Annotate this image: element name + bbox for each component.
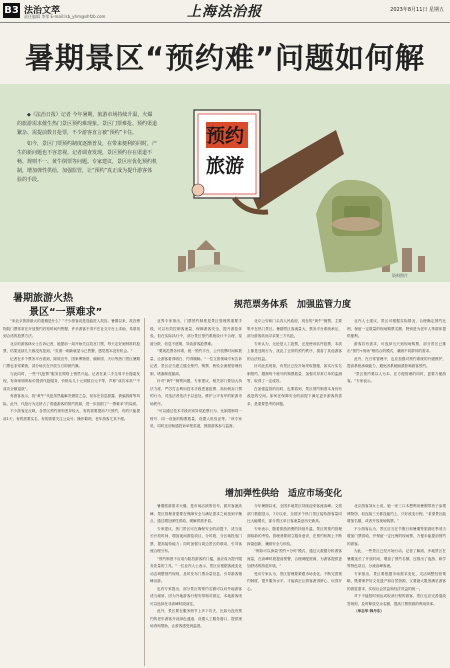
byline: （单志华 韩丹东）: [354, 609, 385, 613]
paragraph: “来北京旅游最大的遗憾是什么？”不少游客说是没能进入故宫。暑期以来，故宫博物院门票常常在开放预约后短时间内售罄，许多游客不得不在社交平台上求助，希望找到合适的抢票方法。: [3, 319, 140, 338]
article-column-7: [347, 503, 446, 666]
paragraph: 暑期旅游需求火爆，是市场活跃的信号。面对客流高峰，景区管理者需要在保障安全与满足需求之间找到平衡点，通过增加弹性供给，缓解供需矛盾。: [150, 504, 242, 523]
editors-line: 责任编辑 李荣 E-mail:lsb_yhm@shfzb.com: [24, 14, 106, 19]
paragraph: 与此同时，一些“代抢票”服务在网络上悄然兴起。记者在某二手交易平台搜索发现，有商家明码标价提供代抢服务，价格从几十元到数百元不等，声称“成功率高”“不成功全额退款”。: [3, 371, 140, 391]
paragraph: 针对此类现象，有景区已经开始采取措施，如实行实名制预约、限制每个账号的购票数量、加强对异常订单的监测等，取得了一定成效。: [247, 364, 342, 383]
paragraph: 受访专家认为，景区管理要紧跟市场变化，不断完善预约制度，提升服务水平，才能真正让游客游得舒心、玩得开心。: [247, 571, 342, 591]
subhead-part2: 规范票务体系 加强监管力度: [234, 300, 352, 310]
illustration: [176, 102, 442, 278]
sign-text-line2: 旅游: [206, 155, 245, 177]
paragraph: 专家指出，景区要根据市场需求变化，灵活调整经营策略，既要保护好文化遗产和自然资源，又要最大限度满足游客的游览需求，实现社会效益和经济效益的统一。: [347, 571, 446, 591]
issue-date: 2023年8月11日 星期五: [390, 7, 444, 13]
paragraph: 北京的游客林女士告诉记者，她提前一周开始关注故宫门票，每天定好闹钟准时抢票，结果连续几天都没有抢到。“页面一刷新就显示已售罄，感觉根本没有机会。”: [3, 341, 140, 353]
paragraph: 不少游客还反映，各景区预约规则差异较大，有的需要提前7天预约，有的只能提前1天；有的需要实名，有的需要关注公众号；操作繁琐，老年游客尤其不便。: [3, 409, 140, 421]
paragraph: 业内人士建议，景区可根据实际情况，合理确定预约比例，保留一定数量的现场购票名额，特别是为老年人等群体提供便利。: [347, 319, 446, 338]
paragraph: 在加强监管的同时，也要看到，景区预约制度本身仍有改进的空间。如何在保障安全的前提下满足更多游客的需求，是需要思考的问题。: [247, 386, 342, 406]
paragraph: 有游客表示，找“黄牛”代抢虽然能解决燃眉之急，但存在信息泄露、被骗钱财等风险。此外，代抢行为还挤占了普通游客的预约资源，进一步加剧了“一票难求”的局面。: [3, 394, 140, 406]
paragraph: “可以通过技术手段识别异常抢票行为，比如限制同一账号、同一设备的购票数量，设置人机验证等。”该专家说，同时还应畅通投诉举报渠道，鼓励游客参与监督。: [150, 409, 242, 428]
lead-text: [17, 111, 157, 271]
paragraph: 也有专家提出，部分景区的预约名额可以向外地游客适当倾斜，因为外地游客行程安排相对固定，本地游客则可以选择在非高峰时段前往。: [150, 586, 242, 606]
subhead-part3: 增加弹性供给 适应市场变化: [225, 489, 343, 499]
paragraph: 针对“黄牛”倒票问题，专家建议，相关部门要加大执法力度，严厉打击利用技术手段恶意抢票、高价倒卖门票的行为，对违法者依法予以惩处，维护公平有序的旅游市场秩序。: [150, 379, 242, 406]
article-column-3: [247, 318, 342, 480]
subhead-part1-line1: 暑期旅游火热: [13, 293, 73, 304]
paragraph: 专家建议，热门景区可在确保安全的前提下，适当延长开放时间、增加夜间游览项目，分时段、分区域投放门票，提高接待能力；同时加强与周边景区的联动，引导客流合理分布。: [150, 526, 242, 553]
paragraph: 此外，景区要在服务细节上多下功夫，比如为没有预约的老年游客开设绿色通道，设置人工服务窗口，提供现场咨询帮助，让游客感受到温度。: [150, 609, 242, 628]
paragraph: “例如可以探索‘预约+分时’模式，通过大数据分析游客流量，在高峰时段提前预警，合理调配资源，为游客提供更加舒适的游览环境。”: [247, 549, 342, 568]
page-header: [0, 0, 450, 23]
page-badge: B3: [4, 5, 19, 16]
paragraph: 专家表示，随着旅游消费的持续升温，景区的预约管理面临新的考验。管理者要树立服务意识，在预约机制上不断探索创新，兼顾安全与体验。: [247, 526, 342, 546]
paragraph: “预约制度不应成为阻挡游客的门槛，而应成为提升服务质量的工具。”一位业内人士表示，景区应根据客流变化动态调整预约规则，及时发布门票余量信息，引导游客错峰出游。: [150, 556, 242, 583]
paragraph: 业界专家指出，门票预约制度是景区管理的重要手段，可以有效控制客流量、保障游客安全、提升游览体验。但在实际执行中，部分景区预约系统设计不合理、渠道分散、信息不透明，导致游客抢票难。: [150, 319, 242, 346]
main-headline: 暑期景区“预约难”问题如何解: [24, 41, 426, 75]
article-column-1: [3, 318, 140, 666]
article-column-2: [150, 318, 242, 480]
paragraph: 游客若有需求，可选择当天到现场购票，部分景区已推出“预约+现场”相结合的模式，兼顾不同群体的需求。: [347, 341, 446, 353]
lead-paragraph: ◆《法治日报》记者 今年暑期，旅游市场持续升温，火爆的旅游需求催生热门景区预约难现象。景区门票难抢、预约渠道繁杂、需提前数日抢票，不少游客直言被“预约”卡住。: [17, 112, 158, 136]
paragraph: 此外，在日常管理中，也应加强对预约系统的升级维护，提高系统承载能力，避免因系统崩溃影响游客预约。: [347, 356, 446, 368]
subhead-part1-line2: 景区“一票难求”: [29, 307, 103, 318]
sign-text-line1: 预约: [206, 125, 245, 147]
paragraph: 对于不能按时到达或取消行程的游客，景区也应完善退改签规则，及时释放空余名额，提高门票资源的利用效率。: [347, 594, 446, 606]
paragraph: 记者在多个票务平台看到，除故宫外，国家博物馆、颐和园、天坛等热门景区暑期门票也非常紧俏，部分场次在开放当日即被约满。: [3, 356, 140, 368]
photo-credit: 资料图片: [392, 273, 408, 278]
paragraph: 为此，一些景区已经开始行动。记者了解到，多地景区在暑期延长了开放时间，增加了预约名额，还推出了夜游、研学等特色项目，分流高峰客流。: [347, 549, 446, 568]
paragraph: 北京公安和门头沟人民政府，现在的“黄牛”倒票，主要集中在热门景区。暑期景区客流量大，票务平台系统承压，部分游客转而寻求第三方代抢。: [247, 319, 342, 338]
paragraph: 北京游客刘女士说，她一家三口本想利用暑假带孩子参观博物馆，但连续三天都没能约上，只好改变行程。“希望景区能增加名额，或者开放现场购票。”: [347, 504, 446, 523]
column-divider: [144, 318, 145, 666]
article-column-5: [150, 503, 242, 666]
paragraph: “景区预约要以人为本，在方便管理的同时，更要方便游客。”专家表示。: [347, 371, 446, 383]
lead-paragraph: 如今，景区门票预约制度逐渐普及，在带来便利的同时，产生的新问题也不容忽视。记者调查发现，景区预约存在渠道不畅、规则不一、黄牛倒票等问题。专家建议，景区应优化预约机制，增加弹性供给，加强监管，让“预约”真正成为提升游客体验的手段。: [17, 141, 158, 183]
masthead: 上海法治报: [187, 4, 262, 20]
paragraph: “要规范票务体系，统一预约平台，公开放票时间和数量，让游客看得明白、约得顺畅。”一位文旅领域专家告诉记者，景区应当建立健全预约、购票、核验全流程管理机制，堵塞制度漏洞。: [150, 349, 242, 376]
article-column-6: [247, 503, 342, 666]
paragraph: 今年暑期以来，全国多地景区持续迎来客流高峰。文旅部门数据显示，7月以来，全国多个热门景区接待游客量同比大幅增长，部分景区单日客流量创历史新高。: [247, 504, 342, 523]
column-name: 法治文萃: [24, 6, 61, 16]
article-column-4: [347, 318, 446, 480]
paragraph: 不少游客认为，景区应当在节假日和暑期等旅游旺季适当增加门票供给，并保留一定比例的现场票，方便未能提前预约的游客。: [347, 526, 446, 546]
paragraph: 专家认为，无论是人工抢票，还是使用软件抢票，本质上都是违规行为，扰乱了正常的预约秩序，损害了其他游客的合法权益。: [247, 341, 342, 361]
